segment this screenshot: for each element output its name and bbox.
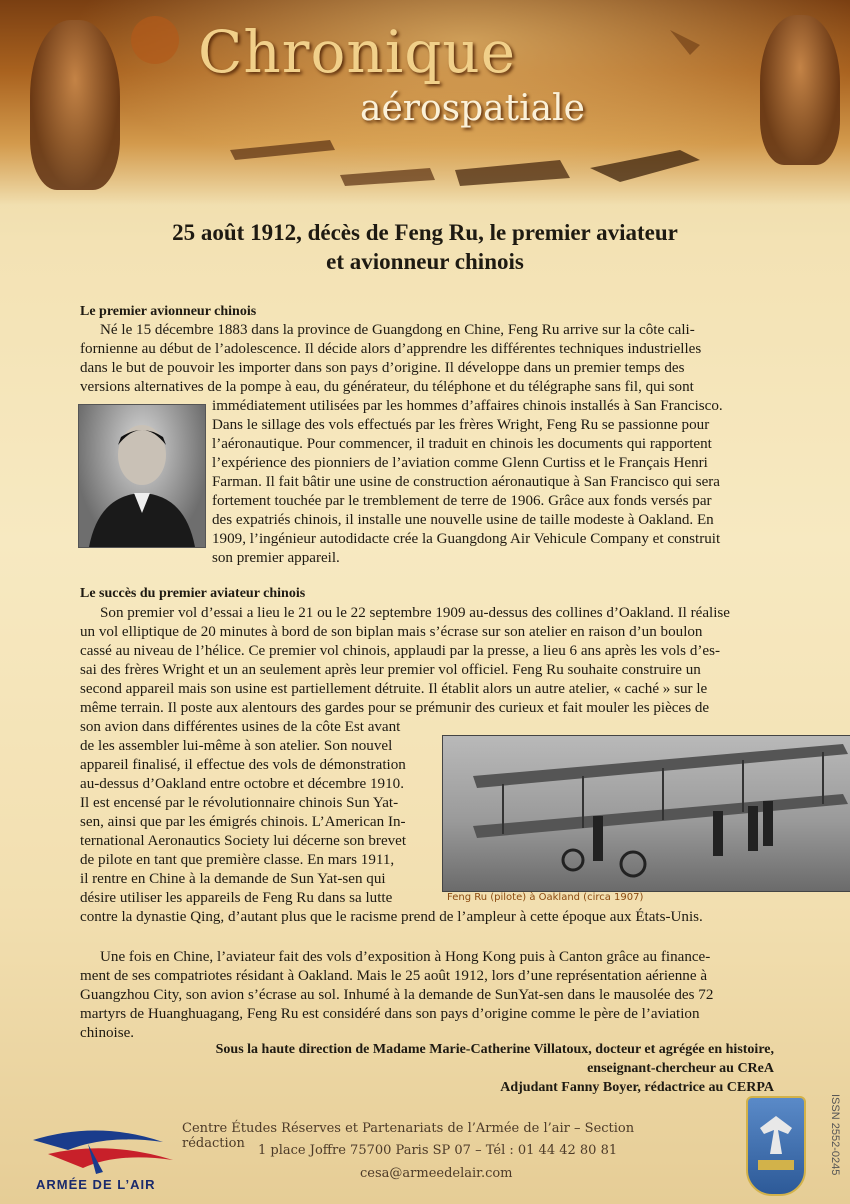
footer-line-2: 1 place Joffre 75700 Paris SP 07 – Tél : 01 44 42 80 81 [258,1143,618,1158]
eagle-icon [748,1098,804,1194]
text-line: martyrs de Huanghuagang, Feng Ru est considéré dans son pays d’origine comme le père de l’aviation [80,1006,700,1022]
text-line: sai des frères Wright et un an seulement après leur premier vol officiel. Feng Ru souhaite construire un [80,662,701,678]
footer-line-1: Centre Études Réserves et Partenariats de l’Armée de l’air – Section rédaction [182,1121,635,1151]
text-line: cassé au niveau de l’hélice. Ce premier vol chinois, applaudi par la presse, a lieu 6 ans après les vols d’es- [80,643,721,659]
signature-line-1: Sous la haute direction de Madame Marie-Catherine Villatoux, docteur et agrégée en histoire, [215,1042,774,1057]
text-line: des expatriés chinois, il installe une nouvelle usine de taille modeste à Oakland. En [212,512,714,528]
text-line: de les assembler lui-même à son atelier. Son nouvel [80,738,393,754]
text-line: dans le but de pouvoir les importer dans son pays d’origine. Il développe dans un premier temps des [80,360,685,376]
text-line: désire utiliser les appareils de Feng Ru dans sa lutte [80,890,393,906]
biplane-photo [442,735,850,892]
portrait-figure [79,405,205,547]
headline-line-1: 25 août 1912, décès de Feng Ru, le premier aviateur [172,220,678,245]
headline-line-2: et avionneur chinois [326,249,524,274]
footer-email: cesa@armeedelair.com [360,1166,513,1181]
text-line: appareil finalisé, il effectue des vols de démonstration [80,757,406,773]
article-headline [100,218,750,276]
text-line: ternational Aeronautics Society lui décerne son brevet [80,833,407,849]
text-line: fortement touchée par le tremblement de terre de 1906. Grâce aux fonds versés par [212,493,712,509]
text-line: Son premier vol d’essai a lieu le 21 ou le 22 septembre 1909 au-dessus des collines d’Oakland. Il réalise [100,605,730,621]
text-line: ment de ses compatriotes résidant à Oakland. Mais le 25 août 1912, lors d’une représentation aérienne à [80,968,708,984]
signature-line-3: Adjudant Fanny Boyer, rédactrice au CERPA [500,1080,774,1095]
magazine-title: Chronique [198,18,517,86]
section-title-2: Le succès du premier aviateur chinois [80,586,306,601]
magazine-subtitle: aérospatiale [360,88,585,129]
text-line: sen, ainsi que par les émigrés chinois. L’American In- [80,814,406,830]
text-line: fornienne au début de l’adolescence. Il décide alors d’apprendre les différentes techniques industrielles [80,341,702,357]
text-line: l’aéronautique. Pour commencer, il traduit en chinois les documents qui rapportent [212,436,712,452]
text-line: Une fois en Chine, l’aviateur fait des vols d’exposition à Hong Kong puis à Canton grâce au finance- [100,949,711,965]
photo-caption: Feng Ru (pilote) à Oakland (circa 1907) [447,892,644,903]
feng-ru-portrait-photo [78,404,206,548]
text-line: au-dessus d’Oakland entre octobre et décembre 1910. [80,776,404,792]
text-line: immédiatement utilisées par les hommes d’affaires chinois installés à San Francisco. [212,398,723,414]
text-line: même terrain. Il poste aux alentours des gardes pour se prémunir des curieux et fait mouler les pièces de [80,700,710,716]
section-2-paragraph [80,604,776,718]
section-title-1: Le premier avionneur chinois [80,304,257,319]
section-2-last-line: contre la dynastie Qing, d’autant plus que le racisme prend de l’ampleur à cette époque aux États-Unis. [80,909,703,925]
text-line: son avion dans différentes usines de la côte Est avant [80,719,401,735]
cerpa-badge-icon [746,1096,806,1196]
text-line: versions alternatives de la pompe à eau, du générateur, du téléphone et du télégraphe sans fil, qui sont [80,379,694,395]
signature-line-2: enseignant-chercheur au CReA [587,1061,774,1076]
section-2-wrapped-text [80,718,436,908]
text-line: second appareil mais son usine est partiellement détruite. Il établit alors un autre atelier, « caché » sur le [80,681,708,697]
section-1-wrapped-text [212,397,776,568]
text-line: Né le 15 décembre 1883 dans la province de Guangdong en Chine, Feng Ru arrive sur la côte cali- [100,322,695,338]
text-line: Dans le sillage des vols effectués par les frères Wright, Feng Ru se passionne pour [212,417,710,433]
text-line: il rentre en Chine à la demande de Sun Yat-sen qui [80,871,386,887]
text-line: de pilote en tant que première classe. En mars 1911, [80,852,395,868]
armee-de-lair-logo-text: ARMÉE DE L’AIR [36,1177,156,1192]
biplane-illustration [443,736,850,891]
text-line: un vol elliptique de 20 minutes à bord de son biplan mais s’écrase sur son atelier en raison d’un boulon [80,624,703,640]
text-line: Guangzhou City, son avion s’écrase au sol. Inhumé à la demande de SunYat-sen dans le mausolée des 72 [80,987,714,1003]
section-1-paragraph [80,321,776,397]
text-line: Il est encensé par le révolutionnaire chinois Sun Yat- [80,795,399,811]
text-line: 1909, l’ingénieur autodidacte crée la Guangdong Air Vehicule Company et construit [212,531,721,547]
text-line: chinoise. [80,1025,135,1041]
text-line: l’expérience des pionniers de l’aviation comme Glenn Curtiss et le Français Henri [212,455,708,471]
section-3-paragraph [80,948,776,1043]
header-banner [0,0,850,205]
text-line: son premier appareil. [212,550,340,566]
issn-number: ISSN 2552-0245 [829,1094,841,1176]
text-line: Farman. Il fait bâtir une usine de construction aéronautique à San Francisco qui sera [212,474,720,490]
